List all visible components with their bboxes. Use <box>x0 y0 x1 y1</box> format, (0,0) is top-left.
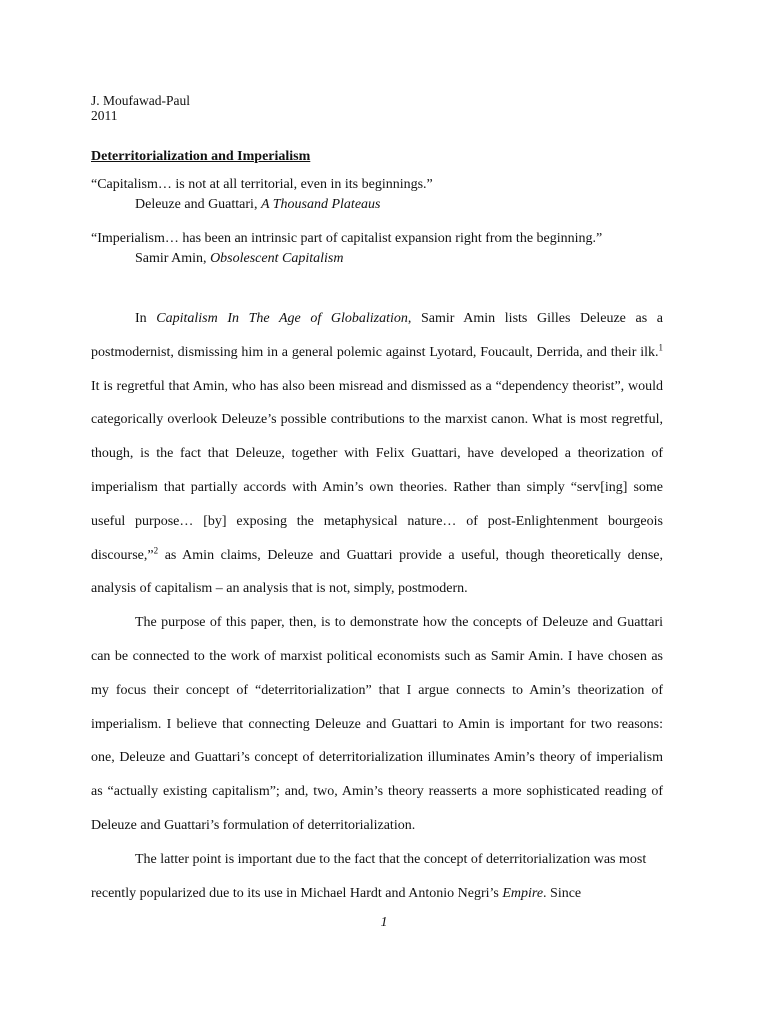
epigraph-author: Samir Amin, <box>135 251 211 266</box>
body-text <box>91 302 663 910</box>
text-run: as Amin claims, Deleuze and Guattari provide a useful, though theoretically dense, analysis of capitalism – an analysis that is not, simply, postmodern. <box>91 547 663 597</box>
epigraph <box>91 175 731 215</box>
footnote-marker[interactable]: 1 <box>658 342 663 353</box>
epigraph-quote: “Imperialism… has been an intrinsic part of capitalist expansion right from the beginning.” <box>91 231 603 246</box>
text-run: It is regretful that Amin, who has also been misread and dismissed as a “dependency theorist”, would categorically overlook Deleuze’s possible contributions to the marxist canon. What is most regretful, though, is the fact that Deleuze, together with Felix Guattari, have developed a theorization of imperialism that partially accords with Amin’s own theories. Rather than simply “serv[ing] some useful purpose… [by] exposing the metaphysical nature… of post-Enlightenment bourgeois discourse,” <box>91 378 663 563</box>
author-header <box>91 93 190 123</box>
paragraph: The purpose of this paper, then, is to demonstrate how the concepts of Deleuze and Guattari can be connected to the work of marxist political economists such as Samir Amin. I have chosen as my focus their concept of “deterritorialization” that I argue connects to Amin’s theorization of imperialism. I believe that connecting Deleuze and Guattari to Amin is important for two reasons: one, Deleuze and Guattari’s concept of deterritorialization illuminates Amin’s theory of imperialism as “actually existing capitalism”; and, two, Amin’s theory reasserts a more sophisticated reading of Deleuze and Guattari’s formulation of deterritorialization. <box>91 615 663 833</box>
paper-title: Deterritorialization and Imperialism <box>91 149 311 164</box>
book-title: Capitalism In The Age of Globalization <box>156 311 408 326</box>
year: 2011 <box>91 108 118 123</box>
epigraph-attribution <box>91 195 731 215</box>
paragraph <box>91 302 663 606</box>
epigraph-work: Obsolescent Capitalism <box>210 251 344 266</box>
epigraph <box>91 229 731 269</box>
page-number: 1 <box>380 915 388 930</box>
epigraph-attribution <box>91 249 731 269</box>
author-name: J. Moufawad-Paul <box>91 93 190 108</box>
epigraph-quote: “Capitalism… is not at all territorial, even in its beginnings.” <box>91 177 433 192</box>
footnote-marker[interactable]: 2 <box>153 544 159 555</box>
epigraph-author: Deleuze and Guattari, <box>135 197 261 212</box>
text-run: , Samir Amin lists Gilles Deleuze as a postmodernist, dismissing him in a general polemic against Lyotard, Foucault, Derrida, and their ilk. <box>91 311 663 360</box>
epigraph-work: A Thousand Plateaus <box>260 197 381 212</box>
text-run: The latter point is important due to the fact that the concept of deterritorialization was most recently popularized due to its use in Michael Hardt and Antonio Negri’s <box>91 851 647 901</box>
text-run: In <box>135 311 157 326</box>
paragraph <box>91 843 663 911</box>
text-run: . Since <box>543 885 582 901</box>
book-title: Empire <box>502 885 544 901</box>
